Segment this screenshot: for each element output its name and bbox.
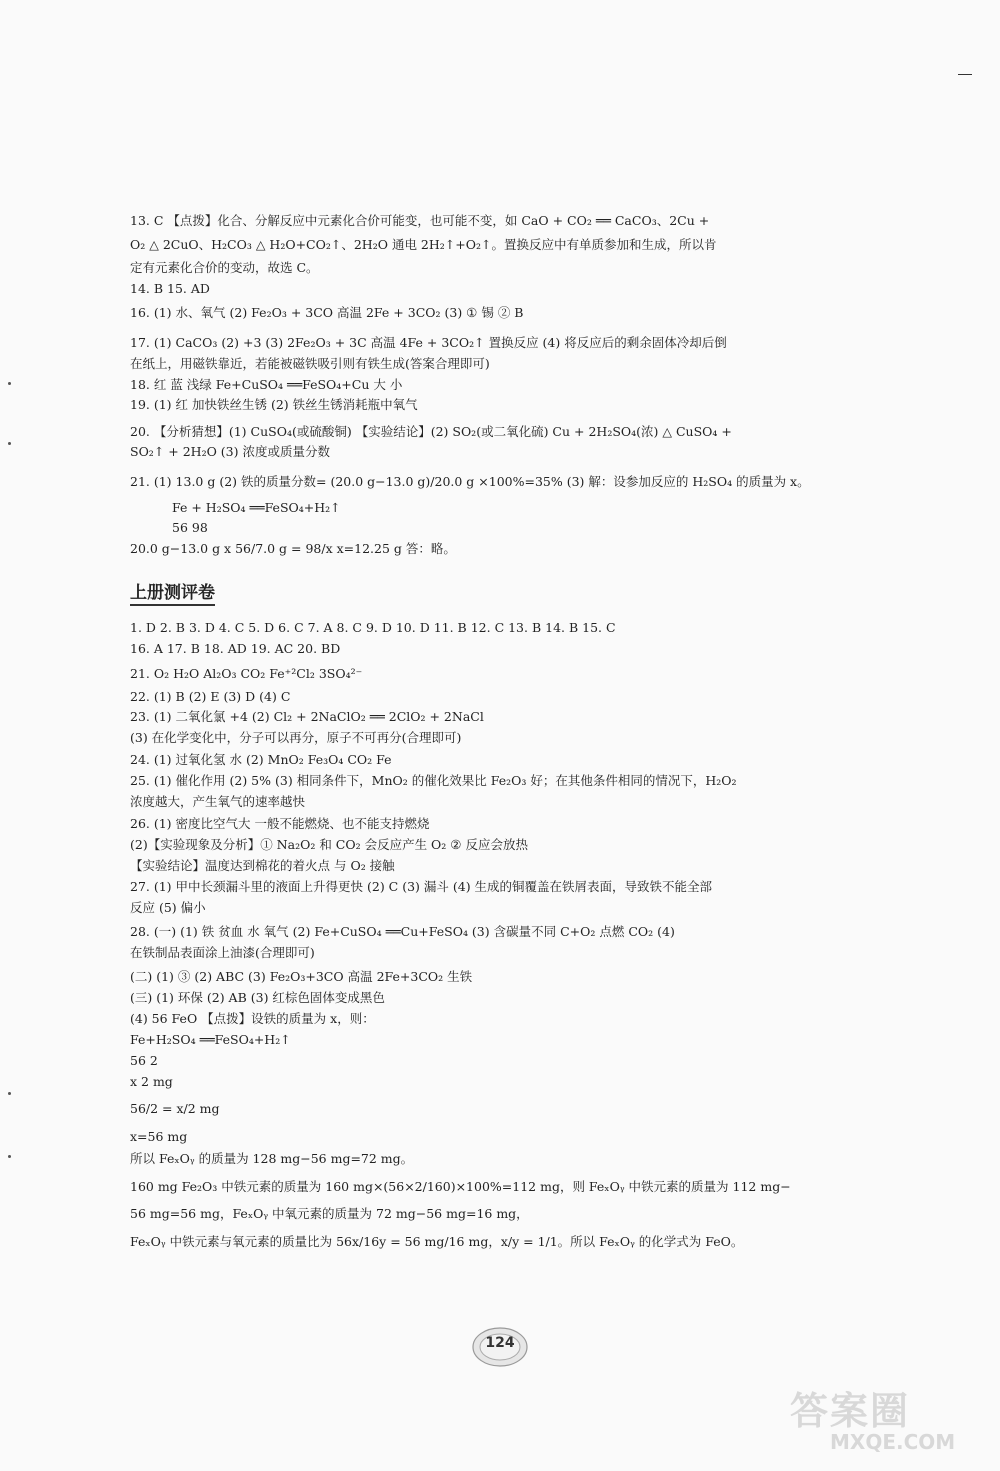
text-line: 在铁制品表面涂上油漆(合理即可) (130, 945, 315, 960)
text-line: Fe + H₂SO₄ ══FeSO₄+H₂↑ (172, 500, 341, 515)
text-line: 1. D 2. B 3. D 4. C 5. D 6. C 7. A 8. C 9. D 10. D 11. B 12. C 13. B 14. B 15. C (130, 620, 616, 635)
margin-dot (8, 442, 11, 445)
text-line: 定有元素化合价的变动，故选 C。 (130, 260, 319, 275)
text-line: 56 98 (172, 520, 208, 535)
text-line: 21. O₂ H₂O Al₂O₃ CO₂ Fe⁺²Cl₂ 3SO₄²⁻ (130, 666, 363, 681)
text-line: (二) (1) ③ (2) ABC (3) Fe₂O₃+3CO 高温 2Fe+3CO₂ 生铁 (130, 969, 473, 984)
text-line: x 2 mg (130, 1074, 173, 1089)
text-line: 56/2 = x/2 mg (130, 1101, 220, 1116)
text-line: 16. (1) 水、氧气 (2) Fe₂O₃ + 3CO 高温 2Fe + 3CO₂ (3) ① 锡 ② B (130, 305, 524, 320)
text-line: 17. (1) CaCO₃ (2) +3 (3) 2Fe₂O₃ + 3C 高温 4Fe + 3CO₂↑ 置换反应 (4) 将反应后的剩余固体冷却后倒 (130, 335, 727, 350)
text-line: 21. (1) 13.0 g (2) 铁的质量分数= (20.0 g−13.0 g)/20.0 g ×100%=35% (3) 解：设参加反应的 H₂SO₄ 的质量为 x。 (130, 474, 810, 489)
margin-dot (8, 1155, 11, 1158)
text-line: 16. A 17. B 18. AD 19. AC 20. BD (130, 641, 341, 656)
text-line: x=56 mg (130, 1129, 188, 1144)
text-line: 160 mg Fe₂O₃ 中铁元素的质量为 160 mg×(56×2/160)×100%=112 mg，则 FeₓOᵧ 中铁元素的质量为 112 mg− (130, 1179, 791, 1194)
corner-mark (958, 74, 972, 75)
text-line: 22. (1) B (2) E (3) D (4) C (130, 689, 291, 704)
text-line: 23. (1) 二氧化氯 +4 (2) Cl₂ + 2NaClO₂ ══ 2ClO₂ + 2NaCl (130, 709, 484, 724)
watermark-text: 答案圈 (790, 1389, 911, 1433)
text-line: 浓度越大，产生氧气的速率越快 (130, 794, 306, 809)
text-line: 在纸上，用磁铁靠近，若能被磁铁吸引则有铁生成(答案合理即可) (130, 356, 490, 371)
text-line: O₂ △ 2CuO、H₂CO₃ △ H₂O+CO₂↑、2H₂O 通电 2H₂↑+O₂↑。置换反应中有单质参加和生成，所以肯 (130, 237, 717, 252)
text-line: (三) (1) 环保 (2) AB (3) 红棕色固体变成黑色 (130, 990, 385, 1005)
page-number: 124 (485, 1335, 515, 1351)
text-line: (4) 56 FeO 【点拨】设铁的质量为 x，则： (130, 1011, 375, 1026)
watermark (790, 1380, 990, 1460)
text-line: 19. (1) 红 加快铁丝生锈 (2) 铁丝生锈消耗瓶中氧气 (130, 397, 418, 412)
page-number-badge (470, 1325, 530, 1369)
text-line: 20. 【分析猜想】(1) CuSO₄(或硫酸铜) 【实验结论】(2) SO₂(或二氧化硫) Cu + 2H₂SO₄(浓) △ CuSO₄ + (130, 424, 732, 439)
text-line: 14. B 15. AD (130, 281, 210, 296)
watermark-url: MXQE.COM (830, 1430, 956, 1454)
text-line: 56 2 (130, 1053, 158, 1068)
margin-dot (8, 382, 11, 385)
text-line: (3) 在化学变化中，分子可以再分，原子不可再分(合理即可) (130, 730, 462, 745)
text-line: 13. C 【点拨】化合、分解反应中元素化合价可能变，也可能不变，如 CaO + CO₂ ══ CaCO₃、2Cu + (130, 213, 710, 228)
text-line: 28. (一) (1) 铁 贫血 水 氧气 (2) Fe+CuSO₄ ══Cu+FeSO₄ (3) 含碳量不同 C+O₂ 点燃 CO₂ (4) (130, 924, 675, 939)
text-line: Fe+H₂SO₄ ══FeSO₄+H₂↑ (130, 1032, 291, 1047)
section-title: 上册测评卷 (130, 578, 215, 606)
text-line: 26. (1) 密度比空气大 一般不能燃烧、也不能支持燃烧 (130, 816, 430, 831)
margin-dot (8, 1092, 11, 1095)
text-line: (2)【实验现象及分析】① Na₂O₂ 和 CO₂ 会反应产生 O₂ ② 反应会放热 (130, 837, 528, 852)
text-line: 25. (1) 催化作用 (2) 5% (3) 相同条件下，MnO₂ 的催化效果比 Fe₂O₃ 好；在其他条件相同的情况下，H₂O₂ (130, 773, 737, 788)
text-line: 18. 红 蓝 浅绿 Fe+CuSO₄ ══FeSO₄+Cu 大 小 (130, 377, 403, 392)
text-line: 所以 FeₓOᵧ 的质量为 128 mg−56 mg=72 mg。 (130, 1151, 414, 1166)
text-line: 【实验结论】温度达到棉花的着火点 与 O₂ 接触 (130, 858, 395, 873)
text-line: 反应 (5) 偏小 (130, 900, 206, 915)
text-line: 56 mg=56 mg，FeₓOᵧ 中氧元素的质量为 72 mg−56 mg=16 mg， (130, 1206, 529, 1221)
text-line: 20.0 g−13.0 g x 56/7.0 g = 98/x x=12.25 g 答：略。 (130, 541, 456, 556)
text-line: SO₂↑ + 2H₂O (3) 浓度或质量分数 (130, 444, 330, 459)
text-line: FeₓOᵧ 中铁元素与氧元素的质量比为 56x/16y = 56 mg/16 mg，x/y = 1/1。所以 FeₓOᵧ 的化学式为 FeO。 (130, 1234, 744, 1249)
text-line: 24. (1) 过氧化氢 水 (2) MnO₂ Fe₃O₄ CO₂ Fe (130, 752, 392, 767)
text-line: 27. (1) 甲中长颈漏斗里的液面上升得更快 (2) C (3) 漏斗 (4) 生成的铜覆盖在铁屑表面，导致铁不能全部 (130, 879, 713, 894)
